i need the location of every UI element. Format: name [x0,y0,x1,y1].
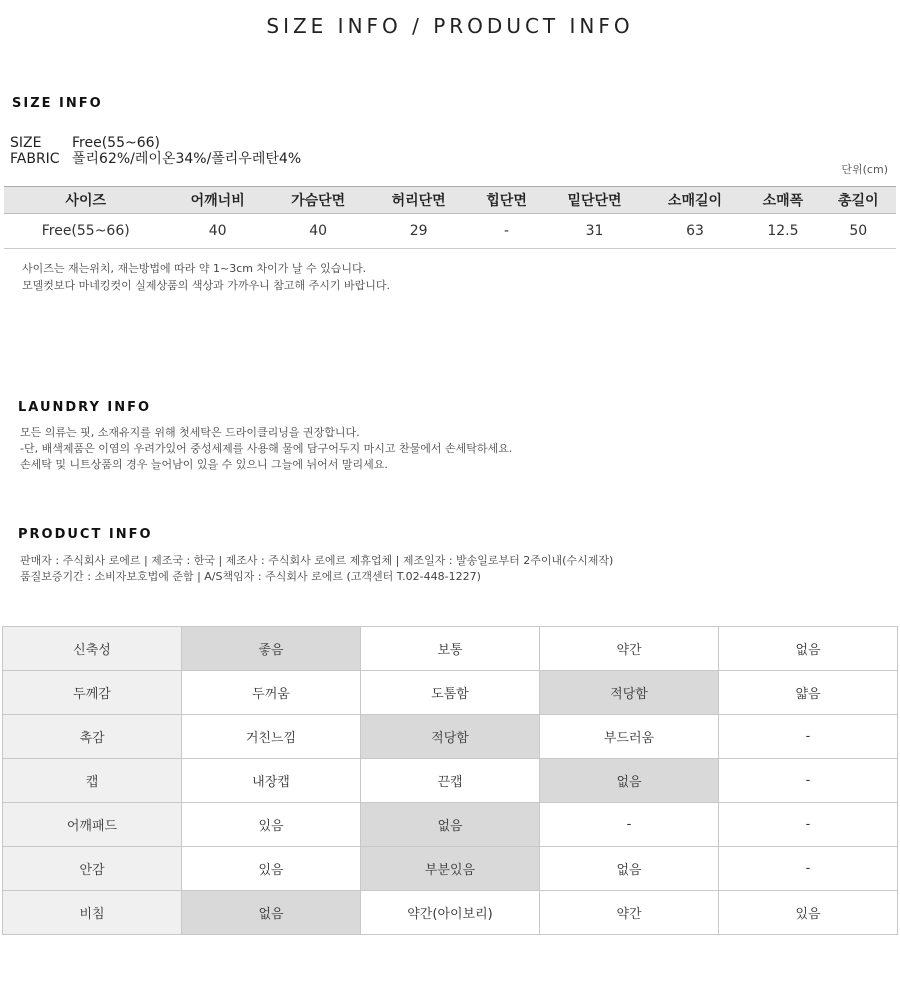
size-notes [22,260,390,294]
page-title: SIZE INFO / PRODUCT INFO [266,14,634,38]
size-note: 사이즈는 재는위치, 재는방법에 따라 약 1~3cm 차이가 날 수 있습니다. [22,262,367,275]
attribute-option: 없음 [719,627,898,671]
attribute-option: 끈캡 [361,759,540,803]
attribute-option: - [719,759,898,803]
column-header: 소매길이 [645,187,745,214]
unit-label: 단위(cm) [841,163,888,176]
table-cell: 40 [268,214,368,249]
attribute-row [3,671,898,715]
table-cell: 29 [368,214,468,249]
table-cell: 31 [544,214,644,249]
attribute-option: - [719,803,898,847]
attribute-label: 어깨패드 [3,803,182,847]
attribute-row [3,803,898,847]
size-spec [10,135,160,151]
attribute-label: 안감 [3,847,182,891]
attribute-option: 부드러움 [540,715,719,759]
attribute-option: - [540,803,719,847]
table-cell: 50 [821,214,896,249]
attribute-option-selected: 적당함 [540,671,719,715]
column-header: 소매폭 [745,187,820,214]
laundry-text [20,425,512,473]
product-line: 판매자 : 주식회사 로에르 | 제조국 : 한국 | 제조사 : 주식회사 로에르 제휴업체 | 제조일자 : 발송일로부터 2주이내(수시제작) [20,554,614,567]
attribute-option: 있음 [719,891,898,935]
attribute-row [3,891,898,935]
attribute-label: 두께감 [3,671,182,715]
table-cell: 63 [645,214,745,249]
laundry-line: -단, 배색제품은 이염의 우려가있어 중성세제를 사용해 물에 담구어두지 마시고 찬물에서 손세탁하세요. [20,442,513,455]
attribute-table [2,626,898,935]
attribute-option-selected: 없음 [182,891,361,935]
product-line: 품질보증기간 : 소비자보호법에 준함 | A/S책임자 : 주식회사 로에르 (고객센터 T.02-448-1227) [20,570,481,583]
size-table [4,186,896,249]
fabric-label: FABRIC [10,151,60,167]
column-header: 밑단단면 [544,187,644,214]
table-cell: - [469,214,544,249]
attribute-option: 있음 [182,847,361,891]
size-table-header [4,187,896,214]
laundry-line: 손세탁 및 니트상품의 경우 늘어남이 있을 수 있으니 그늘에 뉘어서 말리세요. [20,458,388,471]
attribute-option: 보통 [361,627,540,671]
product-info-heading: PRODUCT INFO [18,527,153,542]
size-value: Free(55~66) [72,135,160,151]
attribute-label: 신축성 [3,627,182,671]
attribute-option: 얇음 [719,671,898,715]
attribute-option: 거친느낌 [182,715,361,759]
attribute-label: 비침 [3,891,182,935]
attribute-row [3,715,898,759]
attribute-option: 약간(아이보리) [361,891,540,935]
column-header: 허리단면 [368,187,468,214]
attribute-option: 있음 [182,803,361,847]
attribute-row [3,627,898,671]
attribute-option-selected: 좋음 [182,627,361,671]
attribute-label: 캡 [3,759,182,803]
table-cell: 12.5 [745,214,820,249]
attribute-row [3,759,898,803]
size-label: SIZE [10,135,42,151]
attribute-option: 약간 [540,891,719,935]
attribute-option: 내장캡 [182,759,361,803]
column-header: 어깨너비 [167,187,267,214]
size-note: 모델컷보다 마네킹컷이 실제상품의 색상과 가까우니 참고해 주시기 바랍니다. [22,279,391,292]
fabric-spec [10,151,301,167]
attribute-option-selected: 부분있음 [361,847,540,891]
product-text [20,553,613,585]
attribute-option: 약간 [540,627,719,671]
column-header: 총길이 [821,187,896,214]
attribute-option-selected: 적당함 [361,715,540,759]
attribute-row [3,847,898,891]
laundry-line: 모든 의류는 핏, 소재유지를 위해 첫세탁은 드라이클리닝을 권장합니다. [20,426,360,439]
size-info-heading: SIZE INFO [12,96,103,111]
attribute-option-selected: 없음 [361,803,540,847]
attribute-option: 없음 [540,847,719,891]
attribute-option: 두꺼움 [182,671,361,715]
fabric-value: 폴리62%/레이온34%/폴리우레탄4% [72,151,302,167]
table-row [4,214,896,249]
column-header: 가슴단면 [268,187,368,214]
laundry-info-heading: LAUNDRY INFO [18,400,152,415]
column-header: 사이즈 [4,187,167,214]
attribute-label: 촉감 [3,715,182,759]
attribute-option-selected: 없음 [540,759,719,803]
attribute-option: - [719,847,898,891]
table-cell: 40 [167,214,267,249]
column-header: 힙단면 [469,187,544,214]
table-cell: Free(55~66) [4,214,167,249]
attribute-option: - [719,715,898,759]
attribute-option: 도톰함 [361,671,540,715]
